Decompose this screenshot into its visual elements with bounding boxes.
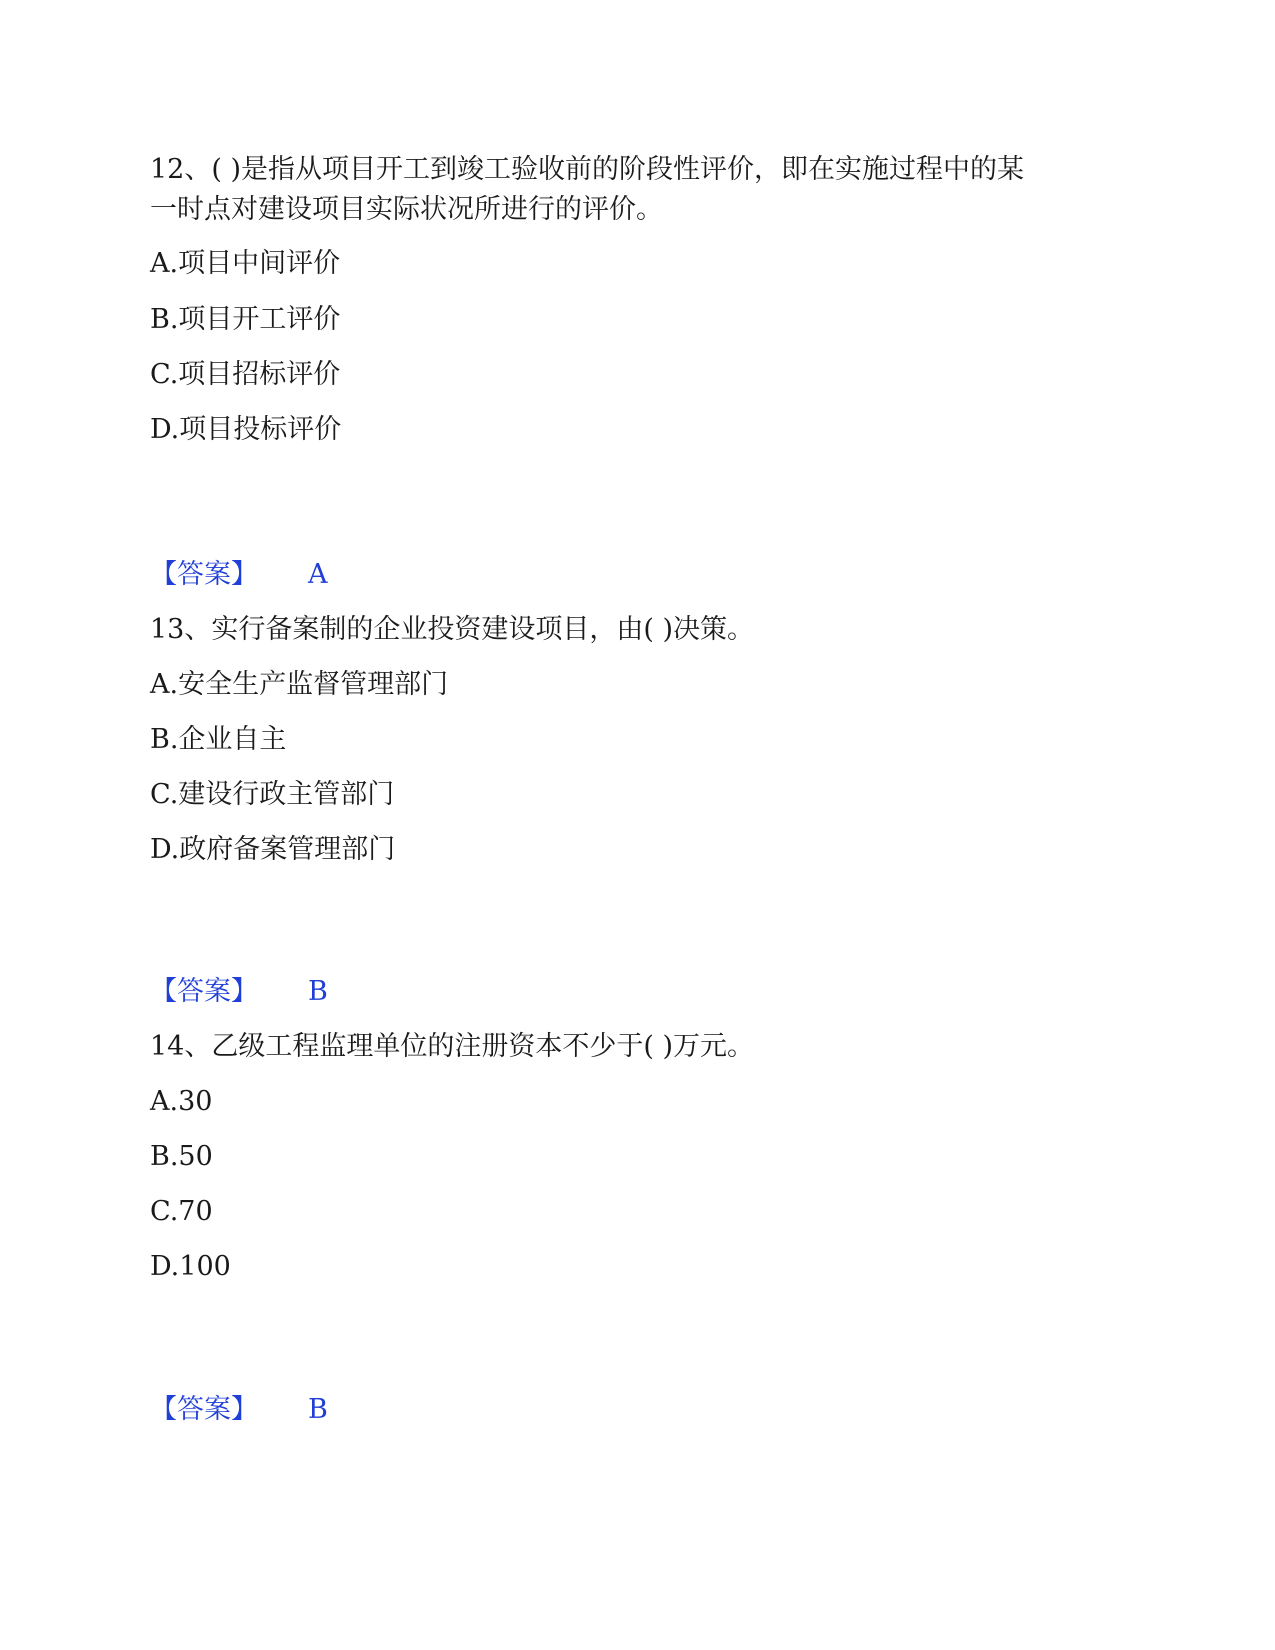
question-12-stem-line-2: 一时点对建设项目实际状况所进行的评价。 — [150, 194, 663, 225]
question-14-stem: 14、乙级工程监理单位的注册资本不少于( )万元。 — [150, 1031, 755, 1062]
question-12-option-a: A.项目中间评价 — [150, 248, 341, 279]
question-14-option-c: C.70 — [150, 1196, 213, 1227]
question-13-option-d: D.政府备案管理部门 — [150, 834, 396, 865]
question-12-option-c: C.项目招标评价 — [150, 359, 341, 390]
question-12-option-d: D.项目投标评价 — [150, 414, 342, 445]
answer-value: A — [308, 559, 328, 590]
question-14-option-d: D.100 — [150, 1251, 231, 1282]
question-14-option-a: A.30 — [150, 1086, 213, 1117]
answer-value: B — [308, 1394, 328, 1425]
question-14-option-b: B.50 — [150, 1141, 213, 1172]
answer-label: 【答案】 — [150, 976, 258, 1007]
question-13-answer — [150, 972, 328, 1012]
answer-label: 【答案】 — [150, 559, 258, 590]
question-13-option-c: C.建设行政主管部门 — [150, 779, 395, 810]
answer-value: B — [308, 976, 328, 1007]
question-13-option-a: A.安全生产监督管理部门 — [150, 669, 449, 700]
question-12-option-b: B.项目开工评价 — [150, 304, 341, 335]
question-13-stem: 13、实行备案制的企业投资建设项目，由( )决策。 — [150, 614, 755, 645]
question-12-stem-line-1: 12、( )是指从项目开工到竣工验收前的阶段性评价，即在实施过程中的某 — [150, 154, 1025, 185]
question-13-option-b: B.企业自主 — [150, 724, 287, 755]
question-12-answer — [150, 555, 328, 595]
question-14-answer — [150, 1390, 328, 1430]
answer-label: 【答案】 — [150, 1394, 258, 1425]
